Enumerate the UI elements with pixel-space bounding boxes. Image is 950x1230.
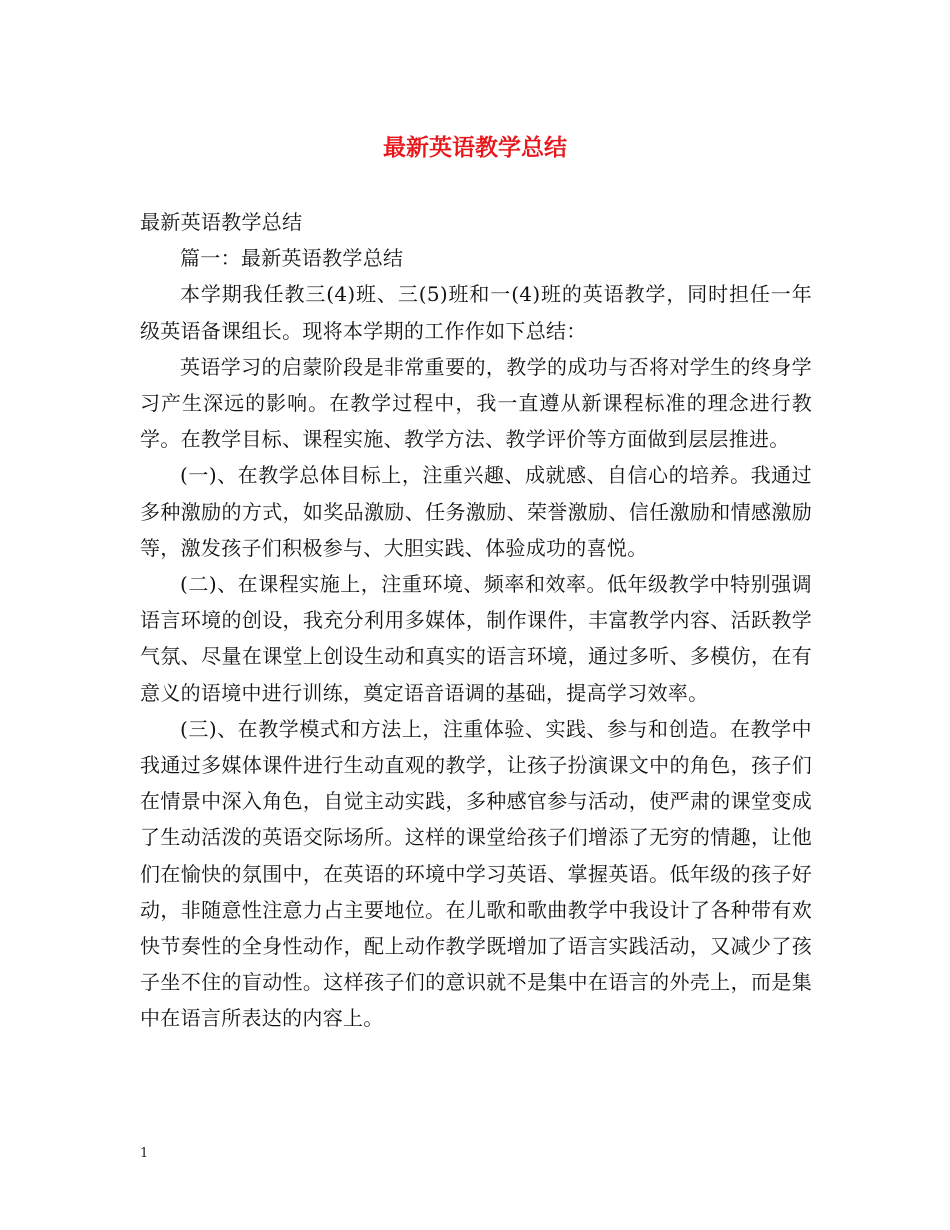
document-body <box>140 204 812 1037</box>
page-title: 最新英语教学总结 <box>383 134 567 161</box>
paragraph-curriculum: (二)、在课程实施上，注重环境、频率和效率。低年级教学中特别强调语言环境的创设，我充分利用多媒体，制作课件，丰富教学内容、活跃教学气氛、尽量在课堂上创设生动和真实的语言环境，通过多听、多模仿，在有意义的语境中进行训练，奠定语音语调的基础，提高学习效率。 <box>140 572 812 705</box>
paragraph-goals: (一)、在教学总体目标上，注重兴趣、成就感、自信心的培养。我通过多种激励的方式，如奖品激励、任务激励、荣誉激励、信任激励和情感激励等，激发孩子们积极参与、大胆实践、体验成功的喜悦。 <box>140 463 812 560</box>
paragraph-intro: 本学期我任教三(4)班、三(5)班和一(4)班的英语教学，同时担任一年级英语备课组长。现将本学期的工作作如下总结： <box>140 282 812 343</box>
paragraph-methods: (三)、在教学模式和方法上，注重体验、实践、参与和创造。在教学中我通过多媒体课件进行生动直观的教学，让孩子扮演课文中的角色，孩子们在情景中深入角色，自觉主动实践，多种感官参与活动，使严肃的课堂变成了生动活泼的英语交际场所。这样的课堂给孩子们增添了无穷的情趣，让他们在愉快的氛围中，在英语的环境中学习英语、掌握英语。低年级的孩子好动，非随意性注意力占主要地位。在儿歌和歌曲教学中我设计了各种带有欢快节奏性的全身性动作，配上动作教学既增加了语言实践活动，又减少了孩子坐不住的盲动性。这样孩子们的意识就不是集中在语言的外壳上，而是集中在语言所表达的内容上。 <box>140 716 812 1031</box>
paragraph-importance: 英语学习的启蒙阶段是非常重要的，教学的成功与否将对学生的终身学习产生深远的影响。在教学过程中，我一直遵从新课程标准的理念进行教学。在教学目标、课程实施、教学方法、教学评价等方面做到层层推进。 <box>140 354 812 452</box>
paragraph-section-heading: 篇一：最新英语教学总结 <box>180 246 404 271</box>
document-subtitle: 最新英语教学总结 <box>140 210 303 234</box>
page-number: 1 <box>140 1146 149 1161</box>
